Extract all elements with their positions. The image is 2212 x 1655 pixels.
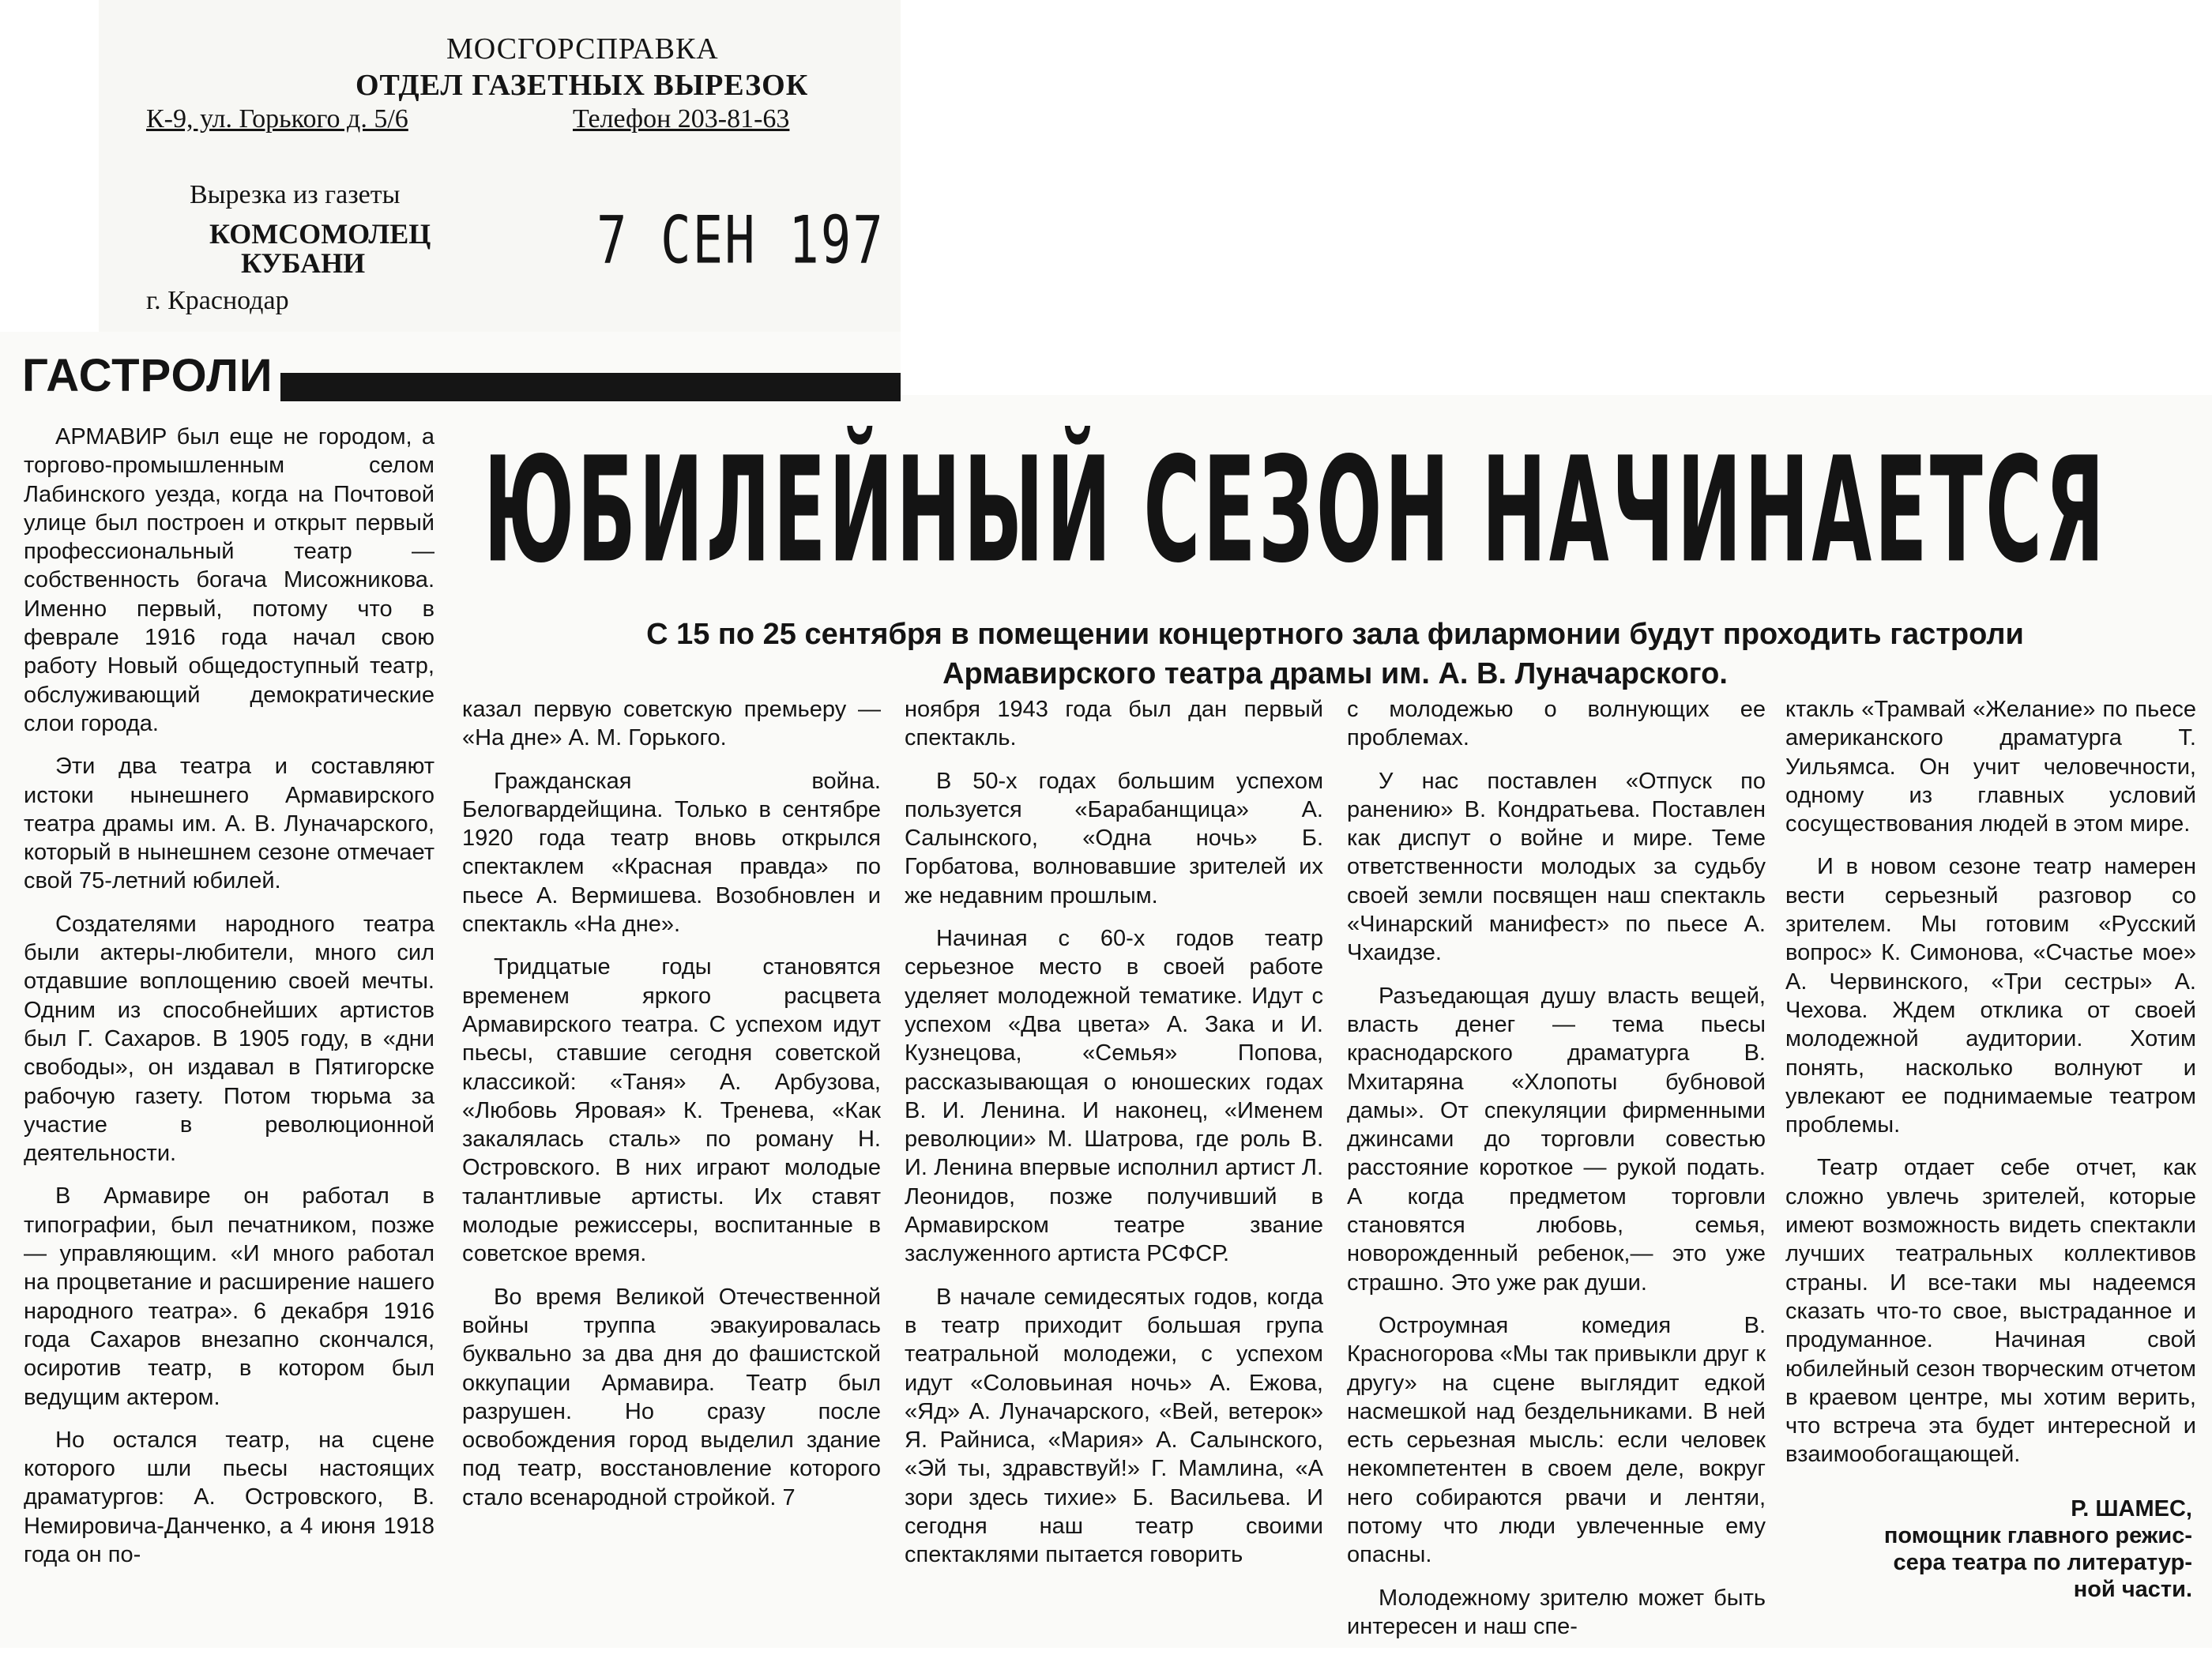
paragraph: В начале семидесятых годов, когда в театр приходит большая група театральной молодежи, с успехом идут «Соловьиная ночь» А. Ежова, «Яд» А. Луначарского, «Вей, ветерок» Я. Райниса, «Мария» А. Салынского, «Эй ты, здравствуй!» Г. Мамлина, «А зори здесь тихие» Б. Васильева. И сегодня наш театр своими спектаклями пытается говорить: [905, 1284, 1323, 1568]
stamp-city: г. Краснодар: [146, 286, 289, 315]
stamp-paper-name-line2: КУБАНИ: [241, 247, 366, 279]
author-name: Р. ШАМЕС,: [2071, 1496, 2192, 1521]
clipping-service-stamp: [99, 0, 901, 332]
stamp-paper-name-line1: КОМСОМОЛЕЦ: [209, 218, 431, 250]
author-title-line1: помощник главного режис-: [1883, 1523, 2192, 1548]
stamp-org-name: МОСГОРСПРАВКА: [446, 32, 719, 66]
subhead-line1: С 15 по 25 сентября в помещении концертного зала филармонии будут проходить гастроли: [646, 618, 2024, 651]
paragraph: АРМАВИР был еще не городом, а торгово-промышленным селом Лабинского уезда, когда на Почтовой улице был построен и открыт первый профессиональный театр — собственность богача Мисожникова. Именно первый, потому что в феврале 1916 года начал свою работу Новый общедоступный театр, обслуживающий демократические слои города.: [24, 424, 434, 736]
paragraph: Начиная с 60-х годов театр серьезное место в своей работе уделяет молодежной тематике. Идут с успехом «Два цвета» А. Зака и И. Кузнецова, «Семья» Попова, рассказывающая о юношеских годах В. И. Ленина. И наконец, «Именем революции» М. Шатрова, где роль В. И. Ленина впервые исполнил артист Л. Леонидов, позже получивший в Армавирском театре звание заслуженного артиста РСФСР.: [905, 926, 1323, 1267]
rubric-label: ГАСТРОЛИ: [22, 350, 273, 401]
paragraph: Остроумная комедия В. Красногорова «Мы так привыкли друг к другу» на сцене выглядит едкой насмешкой над бездельниками. В ней есть серьезная мысль: если человек некомпетентен в своем деле, вокруг него собираются рвачи и лентяи, потому что люди увлеченные ему опасны.: [1347, 1312, 1766, 1568]
paragraph: И в новом сезоне театр намерен вести серьезный разговор со зрителем. Мы готовим «Русский вопрос» К. Симонова, «Счастье мое» А. Червинского, «Три сестры» А. Чехова. Ждем отклика от своей молодежной аудитории. Хотим понять, насколько волнуют и увлекают ее поднимаемые театром проблемы.: [1785, 854, 2196, 1138]
stamp-clip-label: Вырезка из газеты: [190, 180, 401, 209]
article-column-1: [24, 423, 434, 1583]
article-headline: ЮБИЛЕЙНЫЙ СЕЗОН НАЧИНАЕТСЯ: [483, 427, 2108, 596]
article-column-5: [1785, 695, 2196, 1484]
paragraph: Молодежному зрителю может быть интересен и наш спе-: [1347, 1585, 1766, 1639]
author-signature: [1789, 1495, 2192, 1603]
stamp-date: 7 СЕН 197: [596, 202, 885, 280]
paragraph: В 50-х годах большим успехом пользуется «Барабанщица» А. Салынского, «Одна ночь» Б. Горбатова, волновавшие зрителей их же недавним прошлым.: [905, 768, 1323, 908]
paragraph: Гражданская война. Белогвардейщина. Только в сентябре 1920 года театр вновь открылся спектаклем «Красная правда» по пьесе А. Вермишева. Возобновлен и спектакль «На дне».: [462, 768, 881, 938]
paragraph: Разъедающая душу власть вещей, власть денег — тема пьесы краснодарского драматурга В. Мхитаряна «Хлопоты бубновой дамы». От спекуляции фирменными джинсами до торговли совестью расстояние короткое — рукой подать. А когда предметом торговли становятся любовь, семья, новорожденный ребенок,— это уже страшно. Это уже рак души.: [1347, 983, 1766, 1296]
paragraph: ктакль «Трамвай «Желание» по пьесе американского драматурга Т. Уильямса. Он учит человечности, одному из главных условий сосуществования людей в этом мире.: [1785, 697, 2196, 837]
paragraph: казал первую советскую премьеру — «На дне» А. М. Горького.: [462, 697, 881, 751]
clipping-cut-edge-left: [0, 0, 99, 332]
paragraph: Тридцатые годы становятся временем яркого расцвета Армавирского театра. С успехом идут пьесы, ставшие сегодня советской классикой: «Таня» А. Арбузова, «Любовь Яровая» К. Тренева, «Как закалялась сталь» по роману Н. Островского. В них играют молодые талантливые артисты. Их ставят молодые режиссеры, воспитанные в советское время.: [462, 954, 881, 1267]
author-title-line3: ной части.: [2073, 1577, 2192, 1602]
paragraph: с молодежью о волнующих ее проблемах.: [1347, 697, 1766, 751]
paragraph: Создателями народного театра были актеры-любители, много сил отдавшие воплощению своей мечты. Одним из способнейших артистов был Г. Сахаров. В 1905 году, в «дни свободы», он издавал в Пятигорске рабочую газету. Потом тюрьма за участие в революционной деятельности.: [24, 911, 434, 1167]
rubric-header: [0, 348, 901, 403]
paragraph: У нас поставлен «Отпуск по ранению» В. Кондратьева. Поставлен как диспут о войне и мире. Теме ответственности молодых за судьбу своей земли посвящен наш спектакль «Чинарский манифест» по пьесе А. Чхаидзе.: [1347, 768, 1766, 966]
article-column-3: [905, 695, 1323, 1584]
rubric-bar: [280, 373, 901, 401]
paragraph: Но остался театр, на сцене которого шли пьесы настоящих драматургов: А. Островского, В. Немировича-Данченко, а 4 июня 1918 года он по-: [24, 1427, 434, 1567]
article-subhead: [490, 615, 2180, 694]
paragraph: Во время Великой Отечественной войны труппа эвакуировалась буквально за два дня до фашистской оккупации Армавира. Театр был разрушен. Но сразу после освобождения город выделил здание под театр, восстановление которого стало всенародной стройкой. 7: [462, 1284, 881, 1510]
paragraph: Эти два театра и составляют истоки нынешнего Армавирского театра драмы им. А. В. Луначарского, который в нынешнем сезоне отмечает свой 75-летний юбилей.: [24, 754, 434, 894]
paragraph: В Армавире он работал в типографии, был печатником, позже — управляющим. «И много работал на процветание и расширение нашего народного театра». 6 декабря 1916 года Сахаров внезапно скончался, осиротив театр, в котором был ведущим актером.: [24, 1183, 434, 1410]
clipping-cut-edge: [901, 0, 2212, 395]
stamp-dept-name: ОТДЕЛ ГАЗЕТНЫХ ВЫРЕЗОК: [356, 69, 809, 102]
paragraph: Театр отдает себе отчет, как сложно увлечь зрителей, которые имеют возможность видеть спектакли лучших театральных коллективов страны. И все-таки мы надеемся сказать что-то свое, выстраданное и продуманное. Начиная свой юбилейный сезон творческим отчетом в краевом центре, мы хотим верить, что встреча эта будет интересной и взаимообогащающей.: [1785, 1155, 2196, 1468]
paragraph: ноября 1943 года был дан первый спектакль.: [905, 697, 1323, 751]
stamp-phone: Телефон 203-81-63: [573, 104, 790, 134]
article-column-2: [462, 695, 881, 1526]
subhead-line2: Армавирского театра драмы им. А. В. Луначарского.: [942, 657, 1728, 690]
article-column-4: [1347, 695, 1766, 1655]
stamp-address: К-9, ул. Горького д. 5/6: [146, 104, 408, 134]
author-title-line2: сера театра по литератур-: [1893, 1550, 2192, 1575]
